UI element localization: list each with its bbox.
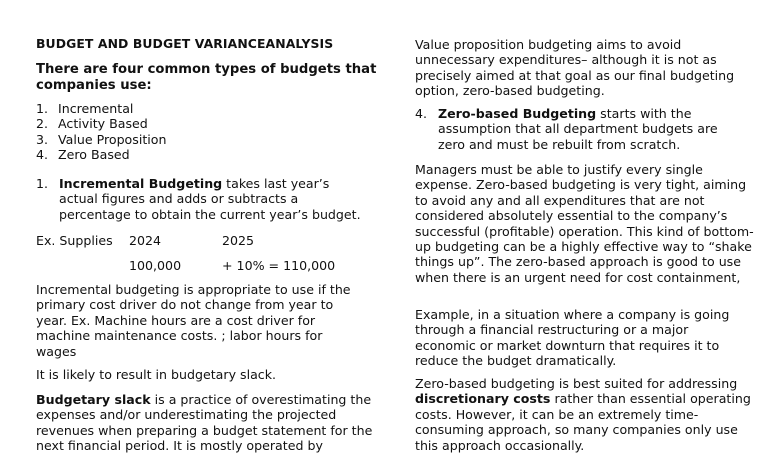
supplies-example bbox=[36, 233, 381, 273]
example-label: Ex. Supplies bbox=[36, 233, 113, 248]
budget-types-list bbox=[36, 101, 166, 163]
incremental-budgeting-term: Incremental Budgeting bbox=[59, 176, 223, 191]
discretionary-costs-term: discretionary costs bbox=[415, 391, 551, 407]
budget-types-heading: There are four common types of budgets that companies use: bbox=[36, 62, 377, 93]
cost-driver-paragraph: Incremental budgeting is appropriate to use if the primary cost driver do not change from year to year. Ex. Machine hours are a cost driver for machine maintenance costs. ; labor hours for wages bbox=[36, 282, 351, 359]
example-year-2025: 2025 bbox=[222, 233, 255, 248]
value-proposition-paragraph: Value proposition budgeting aims to avoid unnecessary expenditures– although it is not as precisely aimed at that goal as our final budgeting option, zero-based budgeting. bbox=[415, 37, 735, 99]
list-item: 2. Activity Based bbox=[36, 116, 148, 132]
example-year-2024: 2024 bbox=[129, 233, 162, 248]
list-item: 1. Incremental bbox=[36, 101, 134, 116]
zero-based-budgeting-paragraph: 4. Zero-based Budgeting starts with the assumption that all department budgets are zero and must be rebuilt from scratch. bbox=[415, 106, 718, 152]
budgetary-slack-term: Budgetary slack bbox=[36, 392, 151, 407]
discretionary-costs-paragraph: Zero-based budgeting is best suited for addressing discretionary costs rather than essential operating costs. However, it can be an extremely time-consuming approach, so many companies only use this approach occasionally. bbox=[415, 376, 751, 453]
zero-based-budgeting-term: Zero-based Budgeting bbox=[438, 106, 597, 121]
example-calculation: + 10% = 110,000 bbox=[222, 258, 336, 273]
example-restructuring-paragraph: Example, in a situation where a company is going through a financial restructuring or a major economic or market downturn that requires it to reduce the budget dramatically. bbox=[415, 307, 730, 369]
list-item: 4. Zero Based bbox=[36, 147, 130, 163]
budgetary-slack-paragraph: Budgetary slack is a practice of overestimating the expenses and/or underestimating the projected revenues when preparing a budget statement for the next financial period. It is mostly operated by bbox=[36, 392, 373, 454]
example-amount: 100,000 bbox=[129, 258, 182, 273]
page-title: BUDGET AND BUDGET VARIANCEANALYSIS bbox=[36, 36, 334, 51]
managers-paragraph: Managers must be able to justify every single expense. Zero-based budgeting is very tight, aiming to avoid any and all expenditures that are not considered absolutely essential to the company’s successful (profitable) operation. This kind of bottom-up budgeting can be a highly effective way to “shake things up”. The zero-based approach is good to use when there is an urgent need for cost containment, bbox=[415, 162, 754, 285]
budgetary-slack-result: It is likely to result in budgetary slack. bbox=[36, 367, 277, 382]
incremental-budgeting-paragraph: 1. Incremental Budgeting takes last year’s actual figures and adds or subtracts a percentage to obtain the current year’s budget. bbox=[36, 176, 361, 222]
list-item: 3. Value Proposition bbox=[36, 131, 167, 147]
